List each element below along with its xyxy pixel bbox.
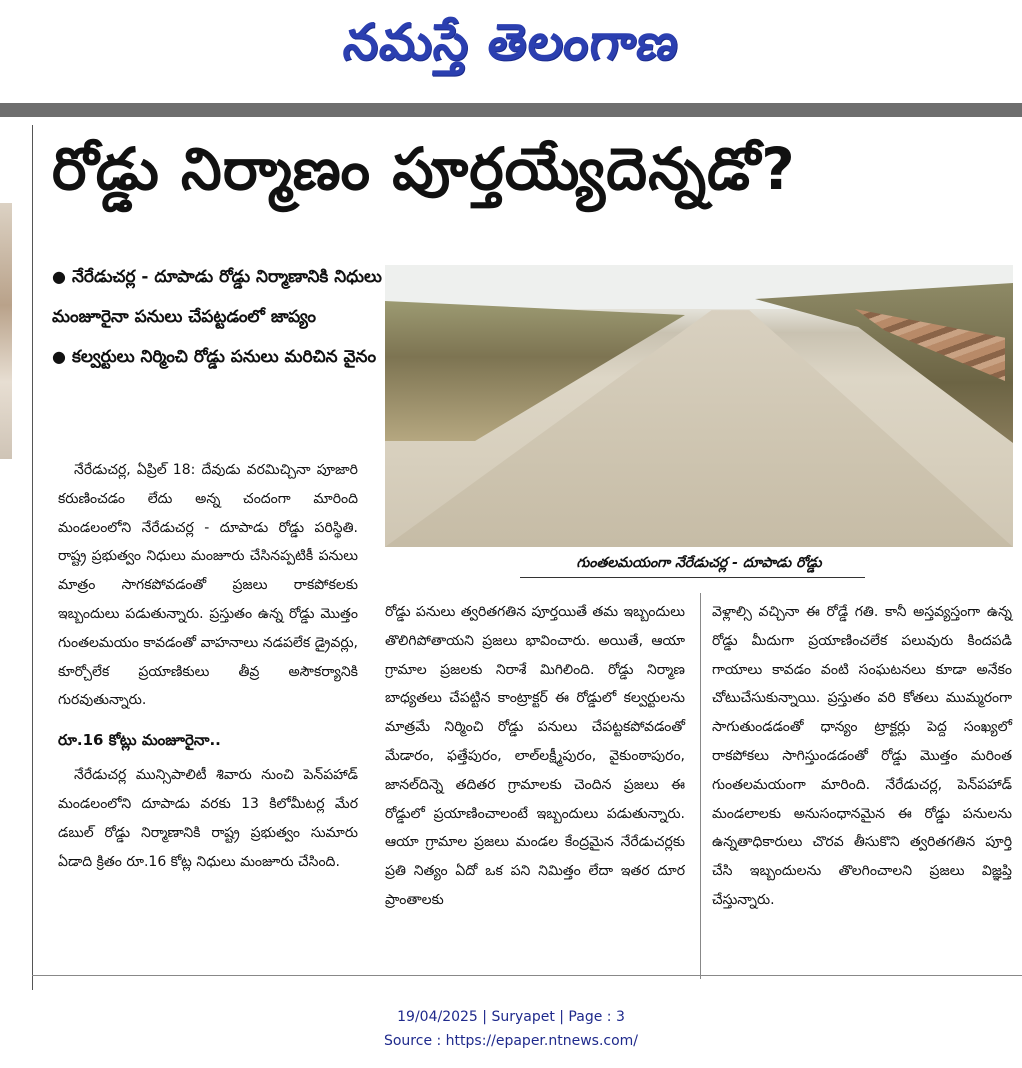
adjacent-article-edge (0, 125, 14, 990)
paragraph: నేరేడుచర్ల, ఏప్రిల్ 18: దేవుడు వరమిచ్చినా పూజారి కరుణించడం లేదు అన్న చందంగా మారింది మండలంలోని నేరేడుచర్ల - దూపాడు రోడ్డు పరిస్థితి. రాష్ట్ర ప్రభుత్వం నిధులు మంజూరు చేసినప్పటికీ పనులు మాత్రం సాగకపోవడంతో ప్రజలు రాకపోకలకు ఇబ్బందులు పడుతున్నారు. ప్రస్తుతం ఉన్న రోడ్డు మొత్తం గుంతలమయం కావడంతో వాహనాలు నడపలేక డ్రైవర్లు, కూర్చోలేక ప్రయాణికులు తీవ్ర అసౌకర్యానికి గురవుతున్నారు. (58, 462, 358, 709)
adjacent-photo-edge (0, 203, 12, 459)
masthead (0, 0, 1022, 96)
subheading: రూ.16 కోట్లు మంజూరైనా.. (58, 731, 221, 750)
text-column-2 (385, 598, 685, 915)
article-clipping (0, 125, 1022, 990)
page-footer (0, 1005, 1022, 1053)
paragraph: వెళ్లాల్సి వచ్చినా ఈ రోడ్డే గతి. కానీ అస్తవ్యస్తంగా ఉన్న రోడ్డు మీదుగా ప్రయాణించలేక పలువురు కిందపడి గాయాలు కావడం వంటి సంఘటనలు కూడా అనేకం చోటుచేసుకున్నాయి. ప్రస్తుతం వరి కోతలు ముమ్మరంగా సాగుతుండడంతో ధాన్యం ట్రాక్టర్లు పెద్ద సంఖ్యలో రాకపోకలు సాగిస్తుండడంతో రోడ్డు మొత్తం మరింత గుంతలమయంగా మారింది. నేరేడుచర్ల, పెన్‌పహాడ్ మండలాలకు అనుసంధానమైన ఈ రోడ్డు పనులను ఉన్నతాధికారులు చొరవ తీసుకొని త్వరితగతిన పూర్తి చేసి ఇబ్బందులను తొలగించాలని ప్రజలు విజ్ఞప్తి చేస్తున్నారు. (712, 604, 1012, 908)
text-column-1 (58, 456, 358, 876)
source-link[interactable]: Source : https://epaper.ntnews.com/ (383, 1033, 639, 1049)
text-column-3 (712, 598, 1012, 915)
article-headline: రోడ్డు నిర్మాణం పూర్తయ్యేదెన్నడో? (52, 135, 796, 203)
bullet-item (52, 257, 382, 337)
bullet-dot-icon: ● (52, 267, 66, 286)
column-rule (700, 593, 701, 979)
left-column-rule (32, 125, 33, 990)
bullet-item (52, 337, 382, 377)
edition-info: 19/04/2025 | Suryapet | Page : 3 (397, 1009, 625, 1025)
photo-caption: గుంతలమయంగా నేరేడుచర్ల - దూపాడు రోడ్డు (576, 555, 822, 571)
paragraph: నేరేడుచర్ల మున్సిపాలిటీ శివారు నుంచి పెన్‌పహాడ్ మండలంలోని దూపాడు వరకు 13 కిలోమీటర్ల మేర డబుల్ రోడ్డు నిర్మాణానికి రాష్ట్ర ప్రభుత్వం సుమారు ఏడాది క్రితం రూ.16 కోట్ల నిధులు మంజూరు చేసింది. (58, 767, 358, 870)
highlight-bullets (52, 257, 382, 377)
top-divider (0, 103, 1022, 117)
bullet-dot-icon: ● (52, 347, 66, 366)
bullet-text: కల్వర్టులు నిర్మించి రోడ్డు పనులు మరిచిన వైనం (71, 347, 377, 367)
newspaper-logo: నమస్తే తెలంగాణ (340, 12, 683, 71)
caption-underline (520, 577, 865, 578)
bullet-text: నేరేడుచర్ల - దూపాడు రోడ్డు నిర్మాణానికి నిధులు మంజూరైనా పనులు చేపట్టడంలో జాప్యం (52, 267, 382, 327)
road-photo (385, 265, 1013, 547)
bottom-divider (32, 975, 1022, 976)
paragraph: రోడ్డు పనులు త్వరితగతిన పూర్తయితే తమ ఇబ్బందులు తొలిగిపోతాయని ప్రజలు భావించారు. అయితే, ఆయా గ్రామాల ప్రజలకు నిరాశే మిగిలింది. రోడ్డు నిర్మాణ బాధ్యతలు చేపట్టిన కాంట్రాక్టర్ ఈ రోడ్డులో కల్వర్టులను మాత్రమే నిర్మించి రోడ్డు పనులు చేపట్టకపోవడంతో మేడారం, ఫత్తేపురం, లాల్‌లక్ష్మీపురం, వైకుంఠాపురం, జానల్‌దిన్నె తదితర గ్రామాలకు చెందిన ప్రజలు ఈ రోడ్డులో ప్రయాణించాలంటే ఇబ్బందులు పడుతున్నారు. ఆయా గ్రామాల ప్రజలు మండల కేంద్రమైన నేరేడుచర్లకు ప్రతి నిత్యం ఏదో ఒక పని నిమిత్తం లేదా ఇతర దూర ప్రాంతాలకు (385, 604, 685, 908)
